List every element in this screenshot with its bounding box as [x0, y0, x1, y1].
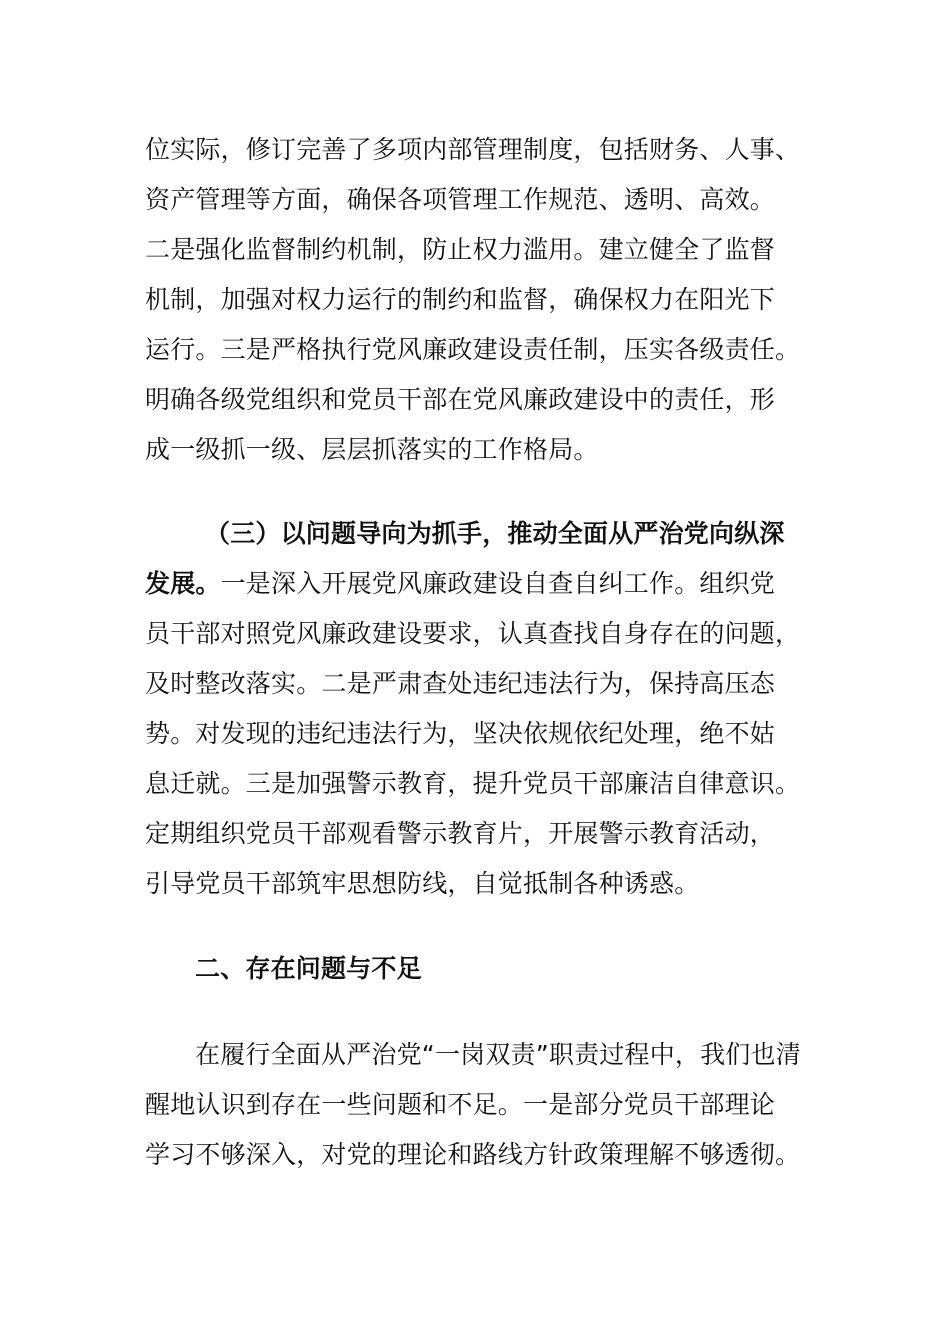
- paragraph-3-line-3: 学习不够深入，对党的理论和路线方针政策理解不够透彻。: [145, 1140, 801, 1169]
- paragraph-2-line-3: 及时整改落实。二是严肃查处违纪违法行为，保持高压态: [145, 669, 776, 698]
- paragraph-2-line-6: 定期组织党员干部观看警示教育片，开展警示教育活动，: [145, 819, 776, 848]
- paragraph-2-line-4: 势。对发现的违纪违法行为，坚决依规依纪处理，绝不姑: [145, 719, 776, 748]
- paragraph-1-line-6: 明确各级党组织和党员干部在党风廉政建设中的责任，形: [145, 385, 776, 414]
- paragraph-2-line-1: [145, 569, 825, 599]
- paragraph-3-line-1: 在履行全面从严治党“一岗双责”职责过程中，我们也清: [195, 1040, 801, 1069]
- paragraph-1-line-4: 机制，加强对权力运行的制约和监督，确保权力在阳光下: [145, 285, 776, 314]
- paragraph-1-line-1: 位实际，修订完善了多项内部管理制度，包括财务、人事、: [145, 135, 801, 164]
- subsection-3-heading: （三）以问题导向为抓手，推动全面从严治党向纵深: [205, 519, 785, 548]
- paragraph-2-line-5: 息迁就。三是加强警示教育，提升党员干部廉洁自律意识。: [145, 769, 801, 798]
- paragraph-3-line-2: 醒地认识到存在一些问题和不足。一是部分党员干部理论: [145, 1090, 776, 1119]
- paragraph-1-line-2: 资产管理等方面，确保各项管理工作规范、透明、高效。: [145, 185, 776, 214]
- paragraph-2-line-2: 员干部对照党风廉政建设要求，认真查找自身存在的问题，: [145, 619, 801, 648]
- paragraph-2-line-7: 引导党员干部筑牢思想防线，自觉抵制各种诱惑。: [145, 869, 700, 898]
- paragraph-2-line-1-text: 一是深入开展党风廉政建设自查自纠工作。组织党: [220, 569, 776, 598]
- paragraph-1-line-5: 运行。三是严格执行党风廉政建设责任制，压实各级责任。: [145, 335, 801, 364]
- paragraph-1-line-7: 成一级抓一级、层层抓落实的工作格局。: [145, 435, 599, 464]
- section-2-heading: 二、存在问题与不足: [195, 954, 422, 983]
- paragraph-1-line-3: 二是强化监督制约机制，防止权力滥用。建立健全了监督: [145, 235, 776, 264]
- subsection-3-heading-end: 发展。: [145, 569, 221, 598]
